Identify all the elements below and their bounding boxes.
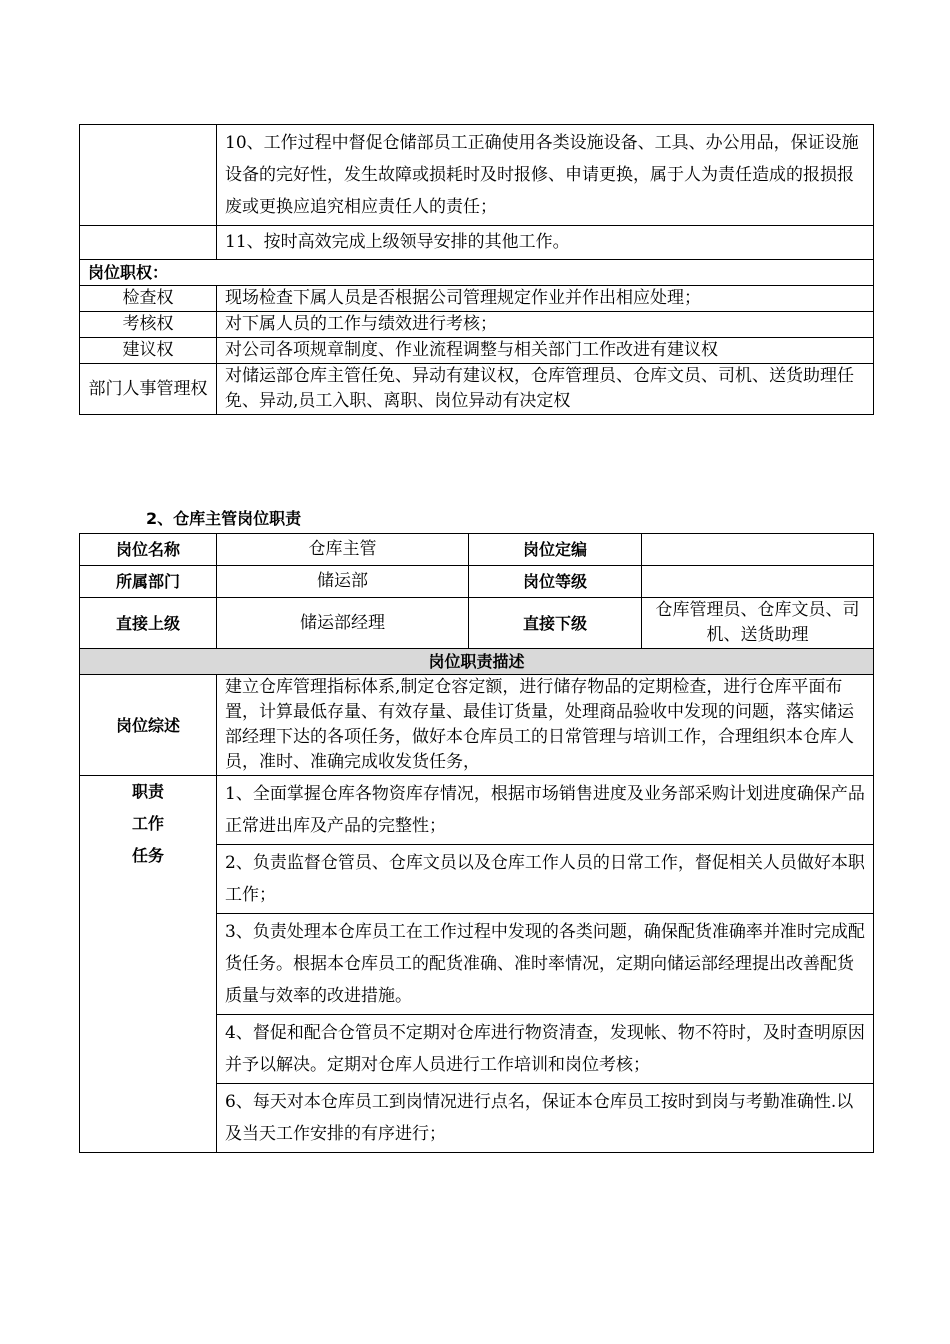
tasks-label-line: 工作 [131,814,164,833]
task-item-1: 1、全面掌握仓库各物资库存情况，根据市场销售进度及业务部采购计划进度确保产品正常进出库及产品的完整性； [217,776,874,845]
rights-row [80,312,874,338]
label-position-quota: 岗位定编 [469,534,642,566]
rights-header: 岗位职权： [80,260,874,286]
value-position-quota [642,534,874,566]
right-desc-assess: 对下属人员的工作与绩效进行考核； [217,312,874,338]
duty-row [80,125,874,226]
info-row [80,566,874,598]
right-name-assess: 考核权 [80,312,217,338]
duty-empty-cell [80,125,217,226]
task-item-4: 4、督促和配合仓管员不定期对仓库进行物资清查，发现帐、物不符时，及时查明原因并予以解决。定期对仓库人员进行工作培训和岗位考核； [217,1015,874,1084]
task-item-3: 3、负责处理本仓库员工在工作过程中发现的各类问题，确保配货准确率并准时完成配货任务。根据本仓库员工的配货准确、准时率情况，定期向储运部经理提出改善配货质量与效率的改进措施。 [217,914,874,1015]
tasks-label-line: 职责 [131,782,164,801]
duty-item-10: 10、工作过程中督促仓储部员工正确使用各类设施设备、工具、办公用品，保证设施设备的完好性，发生故障或损耗时及时报修、申请更换，属于人为责任造成的报损报废或更换应追究相应责任人的责任； [217,125,874,226]
value-position-name: 仓库主管 [217,534,469,566]
duty-empty-cell [80,226,217,260]
label-superior: 直接上级 [80,598,217,649]
desc-header-row [80,649,874,675]
info-row [80,534,874,566]
task-row [80,776,874,845]
value-subordinate: 仓库管理员、仓库文员、司机、送货助理 [642,598,874,649]
info-row [80,598,874,649]
summary-row [80,675,874,776]
duty-row [80,226,874,260]
tasks-label [80,776,217,1153]
task-item-6: 6、每天对本仓库员工到岗情况进行点名，保证本仓库员工按时到岗与考勤准确性.以及当天工作安排的有序进行； [217,1084,874,1153]
label-position-name: 岗位名称 [80,534,217,566]
right-desc-suggest: 对公司各项规章制度、作业流程调整与相关部门工作改进有建议权 [217,338,874,364]
task-item-2: 2、负责监督仓管员、仓库文员以及仓库工作人员的日常工作，督促相关人员做好本职工作； [217,845,874,914]
right-name-personnel: 部门人事管理权 [80,364,217,415]
label-department: 所属部门 [80,566,217,598]
right-desc-personnel: 对储运部仓库主管任免、异动有建议权，仓库管理员、仓库文员、司机、送货助理任免、异动,员工入职、离职、岗位异动有决定权 [217,364,874,415]
right-name-inspect: 检查权 [80,286,217,312]
tasks-label-line: 任务 [131,846,164,865]
duty-item-11: 11、按时高效完成上级领导安排的其他工作。 [217,226,874,260]
value-department: 储运部 [217,566,469,598]
section-title: 2、仓库主管岗位职责 [146,509,302,528]
job-rights-table [79,124,874,415]
right-name-suggest: 建议权 [80,338,217,364]
rights-row [80,364,874,415]
summary-label: 岗位综述 [80,675,217,776]
right-desc-inspect: 现场检查下属人员是否根据公司管理规定作业并作出相应处理； [217,286,874,312]
desc-header: 岗位职责描述 [80,649,874,675]
label-subordinate: 直接下级 [469,598,642,649]
value-position-grade [642,566,874,598]
summary-text: 建立仓库管理指标体系,制定仓容定额，进行储存物品的定期检查，进行仓库平面布置，计算最低存量、有效存量、最佳订货量，处理商品验收中发现的问题，落实储运部经理下达的各项任务，做好本仓库员工的日常管理与培训工作，合理组织本仓库人员，准时、准确完成收发货任务， [217,675,874,776]
rights-row [80,286,874,312]
label-position-grade: 岗位等级 [469,566,642,598]
rights-header-row [80,260,874,286]
value-superior: 储运部经理 [217,598,469,649]
rights-row [80,338,874,364]
job-description-table [79,533,874,1153]
